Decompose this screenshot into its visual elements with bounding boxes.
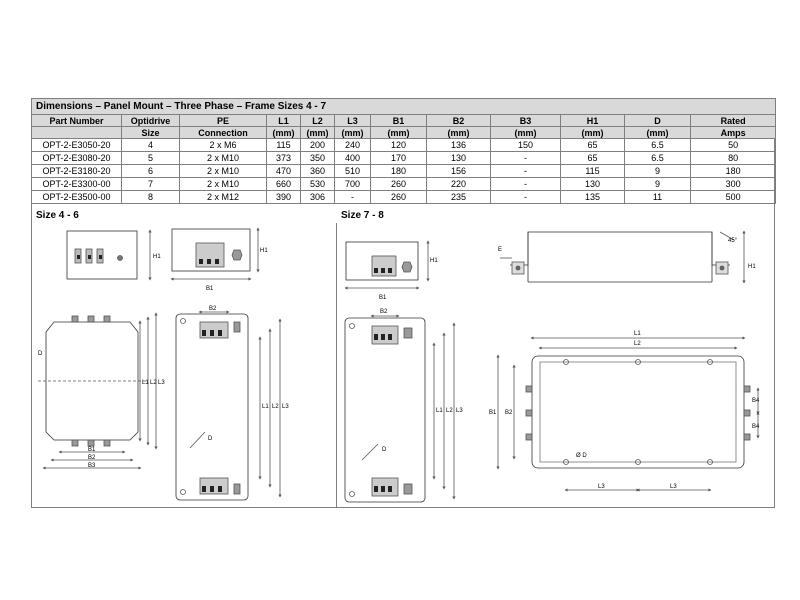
l2-label-d: L2 <box>634 341 641 347</box>
size7-8-plan-view <box>489 331 760 490</box>
size7-8-long-side-view <box>498 232 756 282</box>
size-4-6-heading: Size 4 - 6 <box>36 210 79 221</box>
table-cell: 220 <box>427 178 491 191</box>
column-unit: (mm) <box>267 127 301 139</box>
table-cell: 130 <box>427 152 491 165</box>
b1-label-d: B1 <box>489 410 497 416</box>
table-cell: 180 <box>371 165 427 178</box>
table-cell: 510 <box>335 165 371 178</box>
table-cell: - <box>491 178 561 191</box>
table-cell: OPT-2-E3080-20 <box>32 152 122 165</box>
table-cell: 306 <box>301 191 335 204</box>
table-cell: 7 <box>122 178 180 191</box>
column-header: Optidrive <box>122 115 180 127</box>
l2-label-b: L2 <box>272 404 279 410</box>
d-label-a: D <box>38 351 43 357</box>
table-cell: 170 <box>371 152 427 165</box>
table-cell: 260 <box>371 178 427 191</box>
table-cell: - <box>491 165 561 178</box>
l1-label-a: L1 <box>142 380 149 386</box>
column-unit: (mm) <box>335 127 371 139</box>
table-cell: 115 <box>267 139 301 152</box>
table-cell: 5 <box>122 152 180 165</box>
od-label: Ø D <box>576 453 587 459</box>
b2-label-a: B2 <box>88 455 96 461</box>
h1-label-d: H1 <box>748 264 756 270</box>
column-header: Part Number <box>32 115 122 127</box>
l3-label-d: L3 <box>598 484 605 490</box>
column-header: L2 <box>301 115 335 127</box>
table-cell: OPT-2-E3500-00 <box>32 191 122 204</box>
column-unit: (mm) <box>301 127 335 139</box>
table-cell: 2 x M10 <box>180 152 267 165</box>
table-cell: 2 x M6 <box>180 139 267 152</box>
angle-label: 45° <box>728 238 738 244</box>
table-cell: OPT-2-E3300-00 <box>32 178 122 191</box>
table-cell: 700 <box>335 178 371 191</box>
table-cell: 11 <box>625 191 691 204</box>
table-cell: 6.5 <box>625 139 691 152</box>
l3-label-b: L3 <box>282 404 289 410</box>
b2-label-d: B2 <box>505 410 513 416</box>
l1-label-d: L1 <box>634 331 641 337</box>
b1-label-c: B1 <box>379 295 387 301</box>
table-cell: 200 <box>301 139 335 152</box>
h1-label-c: H1 <box>430 258 438 264</box>
b1-label-a: B1 <box>206 286 214 292</box>
table-cell: 4 <box>122 139 180 152</box>
size7-8-side-view <box>346 242 438 301</box>
l2-label-a: L2 <box>150 380 157 386</box>
table-cell: 400 <box>335 152 371 165</box>
table-cell: 136 <box>427 139 491 152</box>
b4-label-b: B4 <box>752 424 760 430</box>
table-cell: 470 <box>267 165 301 178</box>
table-cell: 65 <box>561 152 625 165</box>
column-header: PE <box>180 115 267 127</box>
table-title: Dimensions – Panel Mount – Three Phase – Frame Sizes 4 - 7 <box>32 99 776 115</box>
table-cell: 2 x M10 <box>180 178 267 191</box>
b4-label-a: B4 <box>752 398 760 404</box>
table-cell: OPT-2-E3050-20 <box>32 139 122 152</box>
column-header: L1 <box>267 115 301 127</box>
table-cell: 500 <box>691 191 776 204</box>
table-cell: 2 x M12 <box>180 191 267 204</box>
table-cell: 130 <box>561 178 625 191</box>
column-unit: (mm) <box>491 127 561 139</box>
table-cell: 235 <box>427 191 491 204</box>
l3-label-c: L3 <box>456 408 463 414</box>
d-label-b: D <box>208 436 213 442</box>
table-cell: 240 <box>335 139 371 152</box>
l3-label-a: L3 <box>158 380 165 386</box>
table-cell: 300 <box>691 178 776 191</box>
table-cell: 660 <box>267 178 301 191</box>
l3-label-e: L3 <box>670 484 677 490</box>
b2-label-b: B2 <box>209 306 217 312</box>
table-cell: 530 <box>301 178 335 191</box>
table-cell: 350 <box>301 152 335 165</box>
table-cell: 115 <box>561 165 625 178</box>
column-header: H1 <box>561 115 625 127</box>
column-header: L3 <box>335 115 371 127</box>
table-cell: - <box>491 152 561 165</box>
table-cell: 390 <box>267 191 301 204</box>
size7-8-tall-view <box>345 309 463 502</box>
size-7-8-heading: Size 7 - 8 <box>341 210 384 221</box>
size4-6-tall-view <box>176 306 289 500</box>
table-cell: OPT-2-E3180-20 <box>32 165 122 178</box>
table-cell: 180 <box>691 165 776 178</box>
l1-label-b: L1 <box>262 404 269 410</box>
table-cell: 80 <box>691 152 776 165</box>
l2-label-c: L2 <box>446 408 453 414</box>
table-cell: 135 <box>561 191 625 204</box>
table-cell: 50 <box>691 139 776 152</box>
column-unit: (mm) <box>371 127 427 139</box>
column-header: B2 <box>427 115 491 127</box>
size4-6-side-view <box>172 229 268 292</box>
column-unit: Size <box>122 127 180 139</box>
column-header: B3 <box>491 115 561 127</box>
table-cell: 360 <box>301 165 335 178</box>
column-header: Rated <box>691 115 776 127</box>
b1-label-b: B1 <box>88 447 96 453</box>
column-unit: Connection <box>180 127 267 139</box>
column-unit: (mm) <box>561 127 625 139</box>
column-unit: Amps <box>691 127 776 139</box>
table-cell: 260 <box>371 191 427 204</box>
table-cell: 6 <box>122 165 180 178</box>
table-cell: - <box>335 191 371 204</box>
table-cell: 373 <box>267 152 301 165</box>
l1-label-c: L1 <box>436 408 443 414</box>
table-cell: 8 <box>122 191 180 204</box>
column-unit: (mm) <box>625 127 691 139</box>
size4-6-front-view <box>67 231 161 279</box>
table-cell: 6.5 <box>625 152 691 165</box>
table-cell: 150 <box>491 139 561 152</box>
table-cell: - <box>491 191 561 204</box>
table-cell: 120 <box>371 139 427 152</box>
h1-label-a: H1 <box>153 254 161 260</box>
b2-label-c: B2 <box>380 309 388 315</box>
table-cell: 65 <box>561 139 625 152</box>
table-cell: 9 <box>625 178 691 191</box>
h1-label-b: H1 <box>260 248 268 254</box>
column-header: D <box>625 115 691 127</box>
d-label-c: D <box>382 447 387 453</box>
column-unit: (mm) <box>427 127 491 139</box>
table-cell: 156 <box>427 165 491 178</box>
e-label: E <box>498 247 503 253</box>
column-header: B1 <box>371 115 427 127</box>
table-cell: 2 x M10 <box>180 165 267 178</box>
size4-6-plan-view <box>38 314 165 469</box>
table-cell: 9 <box>625 165 691 178</box>
b3-label-a: B3 <box>88 463 96 469</box>
